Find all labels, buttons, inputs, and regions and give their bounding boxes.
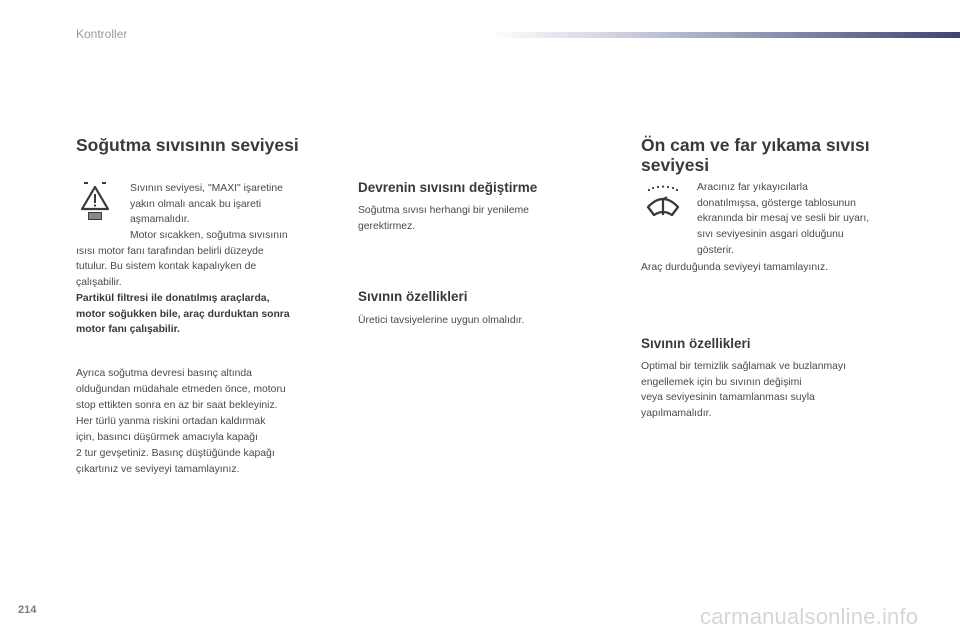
- coolant-text-line: çalışabilir.: [76, 277, 122, 288]
- coolant-text-line: ısısı motor fanı tarafından belirli düzeyde: [76, 246, 264, 257]
- washer-fluid-title: seviyesi: [641, 155, 710, 175]
- header-decoration-bar: [490, 32, 960, 38]
- washer-spec-text: Optimal bir temizlik sağlamak ve buzlanmayı: [641, 361, 846, 372]
- fluid-change-title: Devrenin sıvısını değiştirme: [358, 180, 538, 195]
- washer-text-line: donatılmışsa, gösterge tablosunun: [697, 198, 856, 209]
- coolant-warning-icon: [80, 181, 110, 221]
- pressure-text-line: stop ettikten sonra en az bir saat bekleyiniz.: [76, 400, 278, 411]
- washer-spec-text: engellemek için bu sıvının değişimi: [641, 377, 802, 388]
- washer-text-line: gösterir.: [697, 245, 734, 256]
- coolant-warning-bold-line: motor fanı çalışabilir.: [76, 324, 180, 335]
- washer-fluid-icon: [645, 185, 681, 221]
- washer-fluid-title: Ön cam ve far yıkama sıvısı: [641, 135, 870, 155]
- coolant-text-line: yakın olmalı ancak bu işareti: [130, 199, 262, 210]
- pressure-text-line: çıkartınız ve seviyeyi tamamlayınız.: [76, 464, 240, 475]
- watermark: carmanualsonline.info: [700, 604, 919, 629]
- washer-spec-text: yapılmamalıdır.: [641, 408, 712, 419]
- coolant-text-line: Sıvının seviyesi, "MAXI" işaretine: [130, 183, 283, 194]
- page-number: 214: [18, 604, 37, 616]
- fluid-spec-text: Üretici tavsiyelerine uygun olmalıdır.: [358, 315, 525, 326]
- coolant-text-line: aşmamalıdır.: [130, 214, 190, 225]
- pressure-text-line: olduğundan müdahale etmeden önce, motoru: [76, 384, 286, 395]
- washer-spec-title: Sıvının özellikleri: [641, 336, 751, 351]
- pressure-text-line: Her türlü yanma riskini ortadan kaldırmak: [76, 416, 266, 427]
- section-label: Kontroller: [76, 27, 128, 41]
- washer-text-line: sıvı seviyesinin asgari olduğunu: [697, 229, 844, 240]
- fluid-change-text: Soğutma sıvısı herhangi bir yenileme: [358, 205, 529, 216]
- washer-text-line: ekranında bir mesaj ve sesli bir uyarı,: [697, 213, 870, 224]
- pressure-text-line: Ayrıca soğutma devresi basınç altında: [76, 368, 252, 379]
- coolant-level-title: Soğutma sıvısının seviyesi: [76, 135, 299, 155]
- pressure-text-line: için, basıncı düşürmek amacıyla kapağı: [76, 432, 258, 443]
- fluid-change-text: gerektirmez.: [358, 221, 416, 232]
- fluid-spec-title: Sıvının özellikleri: [358, 289, 468, 304]
- coolant-text-line: tutulur. Bu sistem kontak kapalıyken de: [76, 261, 257, 272]
- coolant-text-line: Motor sıcakken, soğutma sıvısının: [130, 230, 288, 241]
- washer-text-line: Araç durduğunda seviyeyi tamamlayınız.: [641, 262, 829, 273]
- washer-text-line: Aracınız far yıkayıcılarla: [697, 182, 808, 193]
- coolant-warning-bold-line: motor soğukken bile, araç durduktan sonra: [76, 309, 290, 320]
- coolant-warning-bold-line: Partikül filtresi ile donatılmış araçlarda,: [76, 293, 270, 304]
- pressure-text-line: 2 tur gevşetiniz. Basınç düştüğünde kapağı: [76, 448, 275, 459]
- washer-spec-text: veya seviyesinin tamamlanması suyla: [641, 392, 815, 403]
